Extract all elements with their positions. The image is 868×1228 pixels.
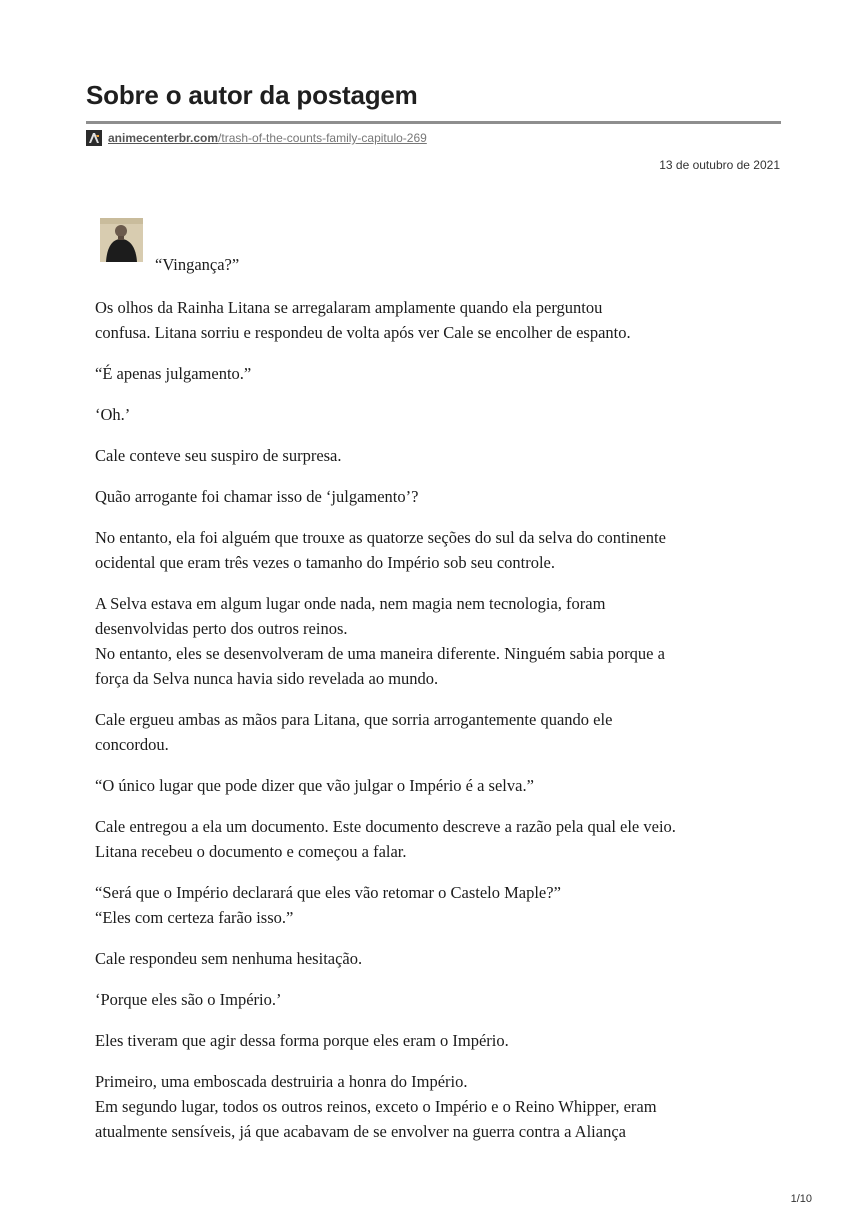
source-link[interactable]	[86, 130, 427, 146]
source-domain[interactable]: animecenterbr.com	[108, 131, 219, 145]
paragraph: Cale conteve seu suspiro de surpresa.	[95, 446, 342, 465]
post-date: 13 de outubro de 2021	[659, 158, 780, 172]
title-divider	[86, 121, 781, 124]
paragraph: A Selva estava em algum lugar onde nada, nem magia nem tecnologia, foram desenvolvidas perto dos outros reinos. No entanto, eles se desenvolveram de uma maneira diferente. Ninguém sabia porque a força da Selva nunca havia sido revelada ao mundo.	[95, 594, 665, 688]
paragraph: No entanto, ela foi alguém que trouxe as quatorze seções do sul da selva do continente ocidental que eram três vezes o tamanho do Império sob seu controle.	[95, 528, 666, 572]
paragraph: Os olhos da Rainha Litana se arregalaram amplamente quando ela perguntou confusa. Litana sorriu e respondeu de volta após ver Cale se encolher de espanto.	[95, 298, 631, 342]
site-favicon-icon	[86, 130, 102, 146]
paragraph: Cale entregou a ela um documento. Este documento descreve a razão pela qual ele veio. Litana recebeu o documento e começou a falar.	[95, 817, 676, 861]
page-indicator: 1/10	[790, 1193, 812, 1205]
paragraph: ‘Porque eles são o Império.’	[95, 990, 282, 1009]
paragraph: Primeiro, uma emboscada destruiria a honra do Império. Em segundo lugar, todos os outros reinos, exceto o Império e o Reino Whipper, eram atualmente sensíveis, já que acabavam de se envolver na guerra contra a Aliança	[95, 1072, 657, 1141]
paragraph: “É apenas julgamento.”	[95, 364, 252, 383]
paragraph: Cale ergueu ambas as mãos para Litana, que sorria arrogantemente quando ele concordou.	[95, 710, 613, 754]
article-body	[95, 252, 785, 1160]
paragraph: “Será que o Império declarará que eles vão retomar o Castelo Maple?” “Eles com certeza farão isso.”	[95, 883, 561, 927]
source-path[interactable]: /trash-of-the-counts-family-capitulo-269	[218, 131, 427, 145]
paragraph: Eles tiveram que agir dessa forma porque eles eram o Império.	[95, 1031, 509, 1050]
paragraph: Quão arrogante foi chamar isso de ‘julgamento’?	[95, 487, 419, 506]
paragraph: “O único lugar que pode dizer que vão julgar o Império é a selva.”	[95, 776, 534, 795]
paragraph: Cale respondeu sem nenhuma hesitação.	[95, 949, 363, 968]
paragraph: “Vingança?”	[155, 255, 240, 274]
page-title: Sobre o autor da postagem	[86, 80, 418, 110]
paragraph: ‘Oh.’	[95, 405, 131, 424]
